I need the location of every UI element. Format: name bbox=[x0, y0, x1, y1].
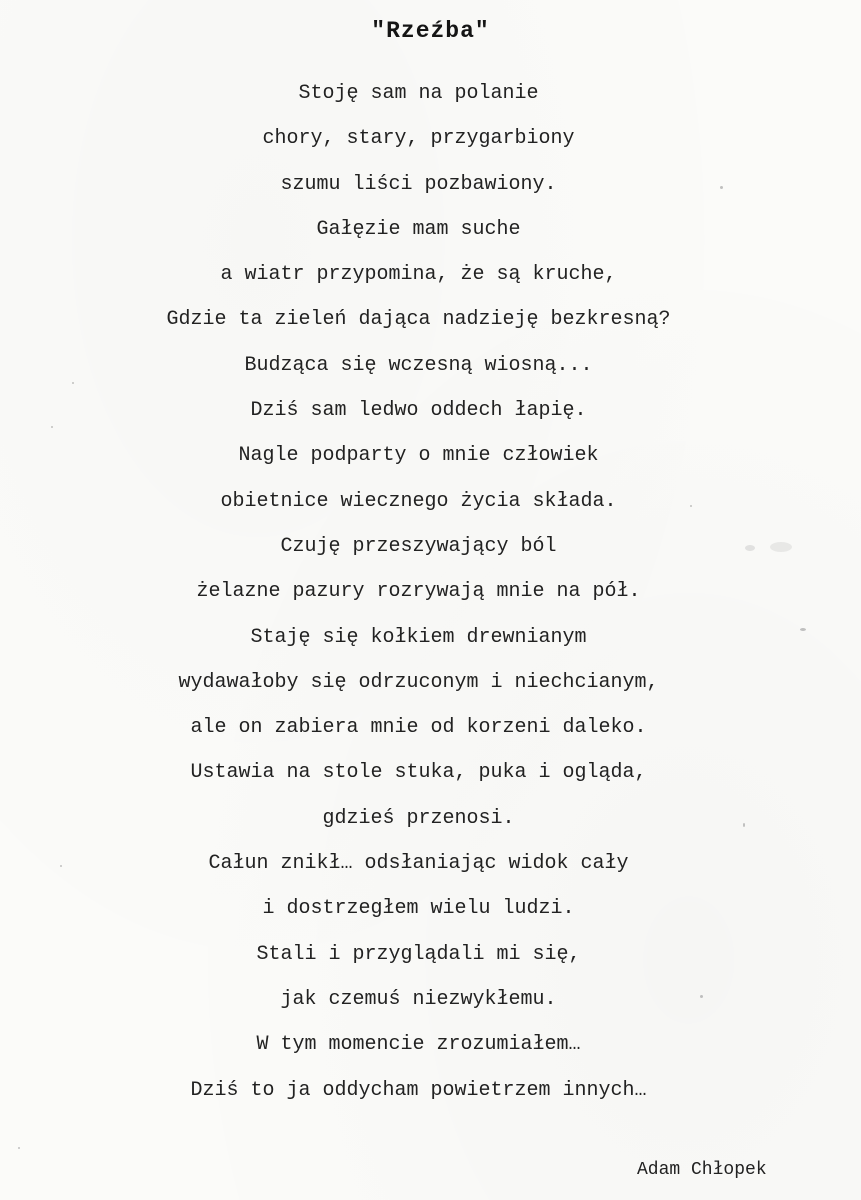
poem-line: Nagle podparty o mnie człowiek bbox=[238, 444, 599, 468]
scan-speck bbox=[720, 186, 723, 189]
poem-line: Ustawia na stole stuka, puka i ogląda, bbox=[190, 761, 647, 785]
poem-line: wydawałoby się odrzuconym i niechcianym, bbox=[178, 670, 659, 694]
poem-line: żelazne pazury rozrywają mnie na pół. bbox=[196, 580, 641, 604]
poem-line: Dziś to ja oddycham powietrzem innych… bbox=[190, 1078, 647, 1102]
scan-speck bbox=[60, 865, 62, 867]
poem-body bbox=[0, 78, 861, 1120]
poem-line: Budząca się wczesną wiosną... bbox=[244, 353, 593, 377]
poem-line: chory, stary, przygarbiony bbox=[262, 127, 575, 151]
poem-line: ale on zabiera mnie od korzeni daleko. bbox=[190, 716, 647, 740]
poem-line: i dostrzegłem wielu ludzi. bbox=[262, 897, 575, 921]
scan-speck bbox=[770, 542, 792, 552]
scan-speck bbox=[743, 823, 745, 827]
author-signature: Adam Chłopek bbox=[637, 1160, 767, 1180]
scan-speck bbox=[800, 628, 806, 631]
poem-line: Dziś sam ledwo oddech łapię. bbox=[250, 399, 587, 423]
poem-line: Całun znikł… odsłaniając widok cały bbox=[208, 852, 629, 876]
scan-speck bbox=[700, 995, 703, 998]
poem-line: gdzieś przenosi. bbox=[322, 806, 515, 830]
poem-line: Stoję sam na polanie bbox=[298, 82, 539, 105]
scan-speck bbox=[690, 505, 692, 507]
poem-line: szumu liści pozbawiony. bbox=[280, 172, 557, 196]
poem-line: obietnice wiecznego życia składa. bbox=[220, 489, 617, 513]
poem-line: jak czemuś niezwykłemu. bbox=[280, 987, 557, 1011]
poem-line: Staję się kołkiem drewnianym bbox=[250, 625, 587, 649]
scan-speck bbox=[72, 382, 74, 384]
poem-line: a wiatr przypomina, że są kruche, bbox=[220, 263, 617, 287]
poem-line: Gałęzie mam suche bbox=[316, 217, 521, 241]
poem-line: Stali i przyglądali mi się, bbox=[256, 942, 581, 966]
poem-title: "Rzeźba" bbox=[371, 18, 490, 44]
poem-line: Czuję przeszywający ból bbox=[280, 534, 557, 558]
poem-line: W tym momencie zrozumiałem… bbox=[256, 1033, 581, 1057]
scan-speck bbox=[18, 1147, 20, 1149]
scan-speck bbox=[51, 426, 53, 428]
scan-speck bbox=[745, 545, 755, 551]
poem-line: Gdzie ta zieleń dająca nadzieję bezkresną? bbox=[166, 308, 671, 332]
